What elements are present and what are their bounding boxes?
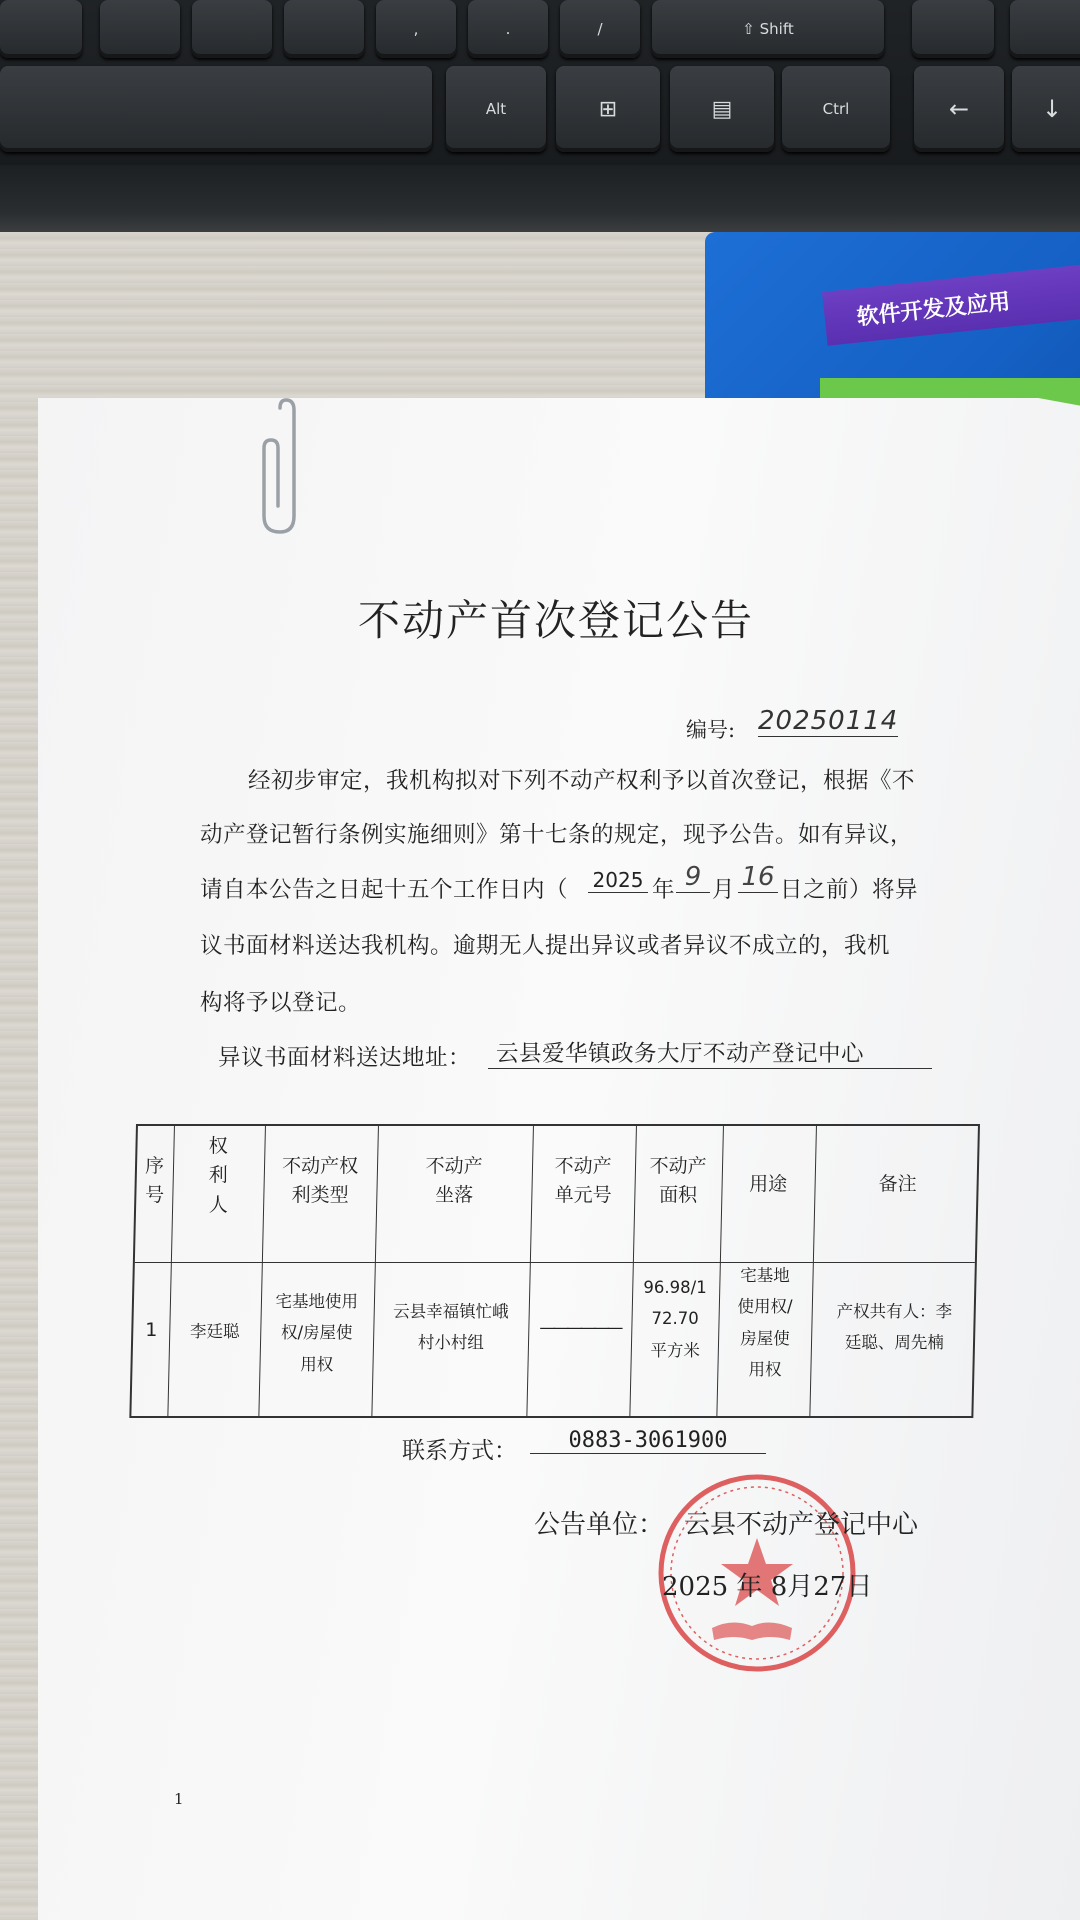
- contact-label: 联系方式：: [402, 1438, 517, 1464]
- issue-date: 2025 年 8月27日: [662, 1572, 873, 1602]
- keyboard-key: [0, 0, 82, 58]
- ctrl-key: Ctrl: [782, 66, 890, 152]
- serial-number-label: 编号:: [686, 718, 736, 742]
- issuer-label: 公告单位：: [534, 1510, 665, 1540]
- paperclip-icon: [250, 398, 300, 538]
- arrow-left-key: ←: [914, 66, 1004, 152]
- keyboard-key: [1010, 0, 1080, 58]
- menu-key-icon: ▤: [670, 66, 774, 152]
- body-text: 月: [712, 877, 736, 903]
- arrow-up-key: [912, 0, 994, 58]
- alt-key: Alt: [446, 66, 546, 152]
- deadline-year: 2025: [588, 868, 648, 893]
- table-header-cell: 序 号: [145, 1155, 165, 1207]
- table-cell-no: 1: [145, 1319, 158, 1341]
- table-header-cell: 不动产 坐落: [425, 1155, 483, 1207]
- deadline-day-handwritten: 16: [738, 862, 778, 893]
- body-text: 年: [652, 877, 676, 903]
- table-header-cell: 权 利 人: [208, 1135, 228, 1216]
- period-key: .: [468, 0, 548, 58]
- table-cell-unit-no: ——————: [539, 1318, 621, 1337]
- issuer-name: 云县不动产登记中心: [684, 1510, 919, 1540]
- table-cell-area: 96.98/1 72.70 平方米: [643, 1278, 707, 1360]
- slash-key: /: [560, 0, 640, 58]
- table-header-cell: 不动产 面积: [649, 1155, 707, 1207]
- keyboard-key: [192, 0, 272, 58]
- table-header-cell: 用途: [749, 1173, 788, 1195]
- body-line: 议书面材料送达我机构。逾期无人提出异议或者异议不成立的，我机: [200, 933, 891, 959]
- address-label: 异议书面材料送达地址：: [218, 1045, 472, 1071]
- body-line: 动产登记暂行条例实施细则》第十七条的规定，现予公告。如有异议，: [200, 822, 914, 848]
- table-cell-note: 产权共有人：李 廷聪、周先楠: [836, 1302, 953, 1353]
- spacebar-key: [0, 66, 432, 152]
- keyboard-key: [100, 0, 180, 58]
- table-cell-right-type: 宅基地使用 权/房屋使 用权: [275, 1292, 359, 1374]
- document-title: 不动产首次登记公告: [358, 596, 755, 645]
- table-cell-holder: 李廷聪: [190, 1322, 240, 1341]
- body-line: 构将予以登记。: [200, 990, 362, 1016]
- deadline-month-handwritten: 9: [676, 862, 710, 893]
- table-header-cell: 不动产权 利类型: [282, 1155, 359, 1207]
- shift-key: ⇧ Shift: [652, 0, 884, 58]
- table-header-cell: 不动产 单元号: [554, 1155, 612, 1207]
- keyboard-base: [0, 165, 1080, 232]
- body-line: 请自本公告之日起十五个工作日内（: [200, 877, 569, 903]
- book-title-label: 软件开发及应用: [822, 264, 1080, 346]
- table-cell-usage: 宅基地 使用权/ 房屋使 用权: [737, 1266, 793, 1380]
- keyboard-key: [284, 0, 364, 58]
- windows-key-icon: ⊞: [556, 66, 660, 152]
- table-header-cell: 备注: [878, 1173, 917, 1195]
- body-text: 日之前）将异: [780, 877, 919, 903]
- page-number: 1: [174, 1790, 184, 1808]
- serial-number-value: 20250114: [758, 706, 899, 736]
- address-value: 云县爱华镇政务大厅不动产登记中心: [488, 1036, 932, 1069]
- arrow-down-key: ↓: [1012, 66, 1080, 152]
- table-cell-location: 云县幸福镇忙峨 村小村组: [393, 1302, 509, 1353]
- body-line: 经初步审定，我机构拟对下列不动产权利予以首次登记，根据《不: [248, 768, 916, 794]
- keyboard: [0, 0, 1080, 232]
- registration-table: [129, 1124, 980, 1418]
- comma-key: ,: [376, 0, 456, 58]
- contact-phone: 0883-3061900: [530, 1428, 766, 1454]
